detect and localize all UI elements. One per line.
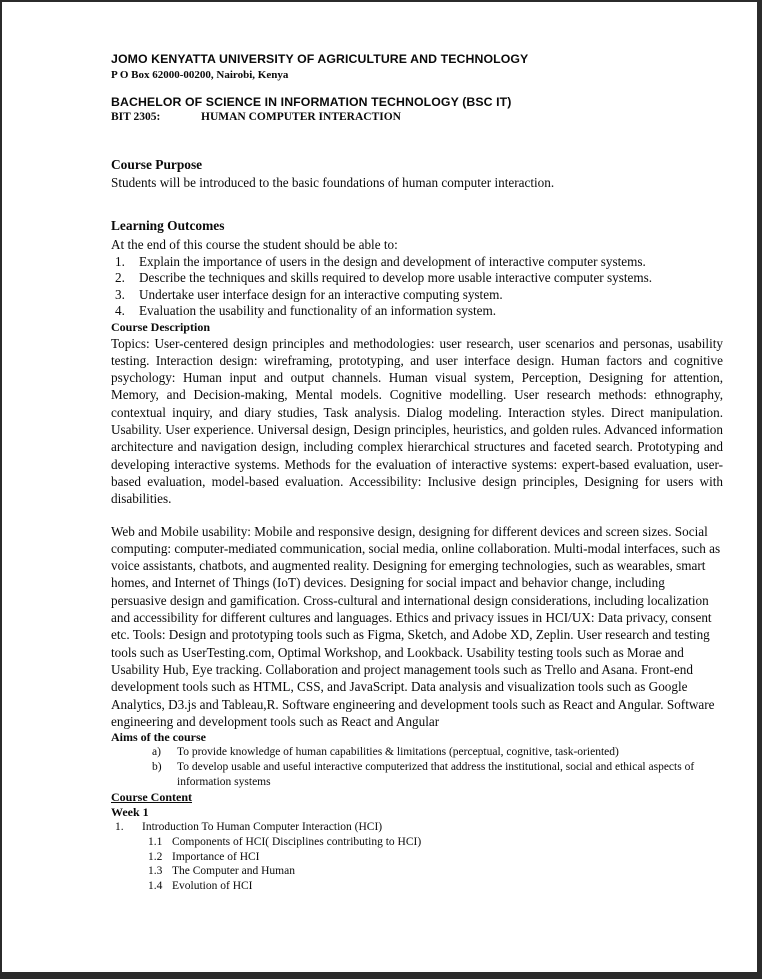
aim-item bbox=[111, 760, 723, 790]
outcome-item bbox=[111, 254, 723, 271]
subtopic-number: 1.4 bbox=[148, 879, 163, 892]
subtopic-number: 1.2 bbox=[148, 850, 163, 863]
subtopic-text: Importance of HCI bbox=[172, 850, 260, 863]
section-heading-course-content: Course Content bbox=[111, 790, 192, 805]
document-content bbox=[111, 2, 723, 893]
section-heading-learning-outcomes: Learning Outcomes bbox=[111, 218, 225, 234]
subtopic-list bbox=[111, 835, 723, 893]
course-code: BIT 2305: bbox=[111, 111, 161, 123]
outcome-text: Undertake user interface design for an interactive computing system. bbox=[139, 286, 503, 302]
outcome-item bbox=[111, 303, 723, 320]
subtopic-text: Components of HCI( Disciplines contributing to HCI) bbox=[172, 836, 422, 849]
outcome-text: Describe the techniques and skills required to develop more usable interactive computer systems. bbox=[139, 270, 653, 286]
section-heading-course-purpose: Course Purpose bbox=[111, 157, 203, 172]
learning-outcomes-list bbox=[111, 254, 723, 320]
course-title: HUMAN COMPUTER INTERACTION bbox=[201, 111, 401, 123]
outcome-text: Evaluation the usability and functionality of an information system. bbox=[139, 303, 497, 319]
aim-text: To provide knowledge of human capabilities & limitations (perceptual, cognitive, task-oriented) bbox=[177, 746, 619, 759]
course-description-paragraph-2: Web and Mobile usability: Mobile and responsive design, designing for different devices and screen sizes. Social computing: computer-mediated communication, social media, online collaboration. Multi-modal interfaces, such as voice assistants, chatbots, and augmented reality. Designing for emerging technologies, such as wearables, smart homes, and Internet of Things (IoT) devices. Designing for social impact and behavior change, including persuasive design and gamification. Cross-cultural and international design considerations, including localization and accessibility for different cultures and languages. Ethics and privacy issues in HCI/UX: Data privacy, consent etc. Tools: Design and prototyping tools such as Figma, Sketch, and Adobe XD, Zeplin. User research and testing tools such as UserTesting.com, Optimal Workshop, and Lookback. Usability testing tools such as Morae and Usability Hub, Eye tracking. Collaboration and project management tools such as Trello and Asana. Front-end development tools such as HTML, CSS, and JavaScript. Data analysis and visualization tools such as Google Analytics, D3.js and Tableau,R. Software engineering and development tools such as React and Angular. Software engineering and development tools such as React and Angular bbox=[111, 523, 721, 729]
outcome-number: 1. bbox=[115, 253, 125, 269]
learning-outcomes-intro: At the end of this course the student should be able to: bbox=[111, 237, 398, 253]
section-heading-course-description: Course Description bbox=[111, 319, 210, 334]
subtopic-item bbox=[111, 879, 723, 894]
subtopic-text: Evolution of HCI bbox=[172, 879, 253, 892]
topic-number: 1. bbox=[115, 821, 124, 834]
course-code-line bbox=[111, 111, 723, 124]
aims-list bbox=[111, 745, 723, 790]
subtopic-number: 1.1 bbox=[148, 836, 163, 849]
topic-item bbox=[111, 820, 723, 835]
course-purpose-text: Students will be introduced to the basic foundations of human computer interaction. bbox=[111, 175, 555, 190]
subtopic-number: 1.3 bbox=[148, 865, 163, 878]
outcome-text: Explain the importance of users in the design and development of interactive computer systems. bbox=[139, 253, 646, 269]
outcome-item bbox=[111, 287, 723, 304]
aim-label: a) bbox=[152, 746, 161, 759]
aim-label: b) bbox=[152, 761, 162, 774]
university-address: P O Box 62000-00200, Nairobi, Kenya bbox=[111, 69, 289, 81]
aim-item bbox=[111, 745, 723, 760]
week-heading: Week 1 bbox=[111, 805, 149, 820]
university-name: JOMO KENYATTA UNIVERSITY OF AGRICULTURE AND TECHNOLOGY bbox=[111, 52, 529, 66]
subtopic-item bbox=[111, 850, 723, 865]
program-title: BACHELOR OF SCIENCE IN INFORMATION TECHNOLOGY (BSC IT) bbox=[111, 95, 512, 109]
aim-text: To develop usable and useful interactive computerized that address the institutional, social and ethical aspects of information systems bbox=[177, 761, 695, 789]
outcome-number: 3. bbox=[115, 286, 125, 302]
outcome-number: 2. bbox=[115, 270, 125, 286]
subtopic-item bbox=[111, 864, 723, 879]
subtopic-text: The Computer and Human bbox=[172, 865, 295, 878]
topic-title: Introduction To Human Computer Interaction (HCI) bbox=[142, 821, 383, 834]
course-description-paragraph-1: Topics: User-centered design principles and methodologies: user research, user scenarios and personas, usability testing. Interaction design: wireframing, prototyping, and user interface design. Human factors and cognitive psychology: Human input and output channels. Human visual system, Perception, Designing for attention, Memory, and Decision-making, Mental models. Cognitive modelling. User research methods: ethnography, contextual inquiry, and diary studies, Task analysis. Dialog modeling. Interaction styles. Direct manipulation. Usability. User experience. Universal design, Design principles, heuristics, and golden rules. Advanced information architecture and navigation design, including complex hierarchical structures and faceted search. Prototyping and developing interactive systems. Methods for the evaluation of interactive systems: expert-based evaluation, user-based evaluation, model-based evaluation. Accessibility: Inclusive design principles, Designing for users with disabilities. bbox=[111, 335, 723, 507]
outcome-number: 4. bbox=[115, 303, 125, 319]
subtopic-item bbox=[111, 835, 723, 850]
outcome-item bbox=[111, 270, 723, 287]
section-heading-aims: Aims of the course bbox=[111, 730, 206, 745]
